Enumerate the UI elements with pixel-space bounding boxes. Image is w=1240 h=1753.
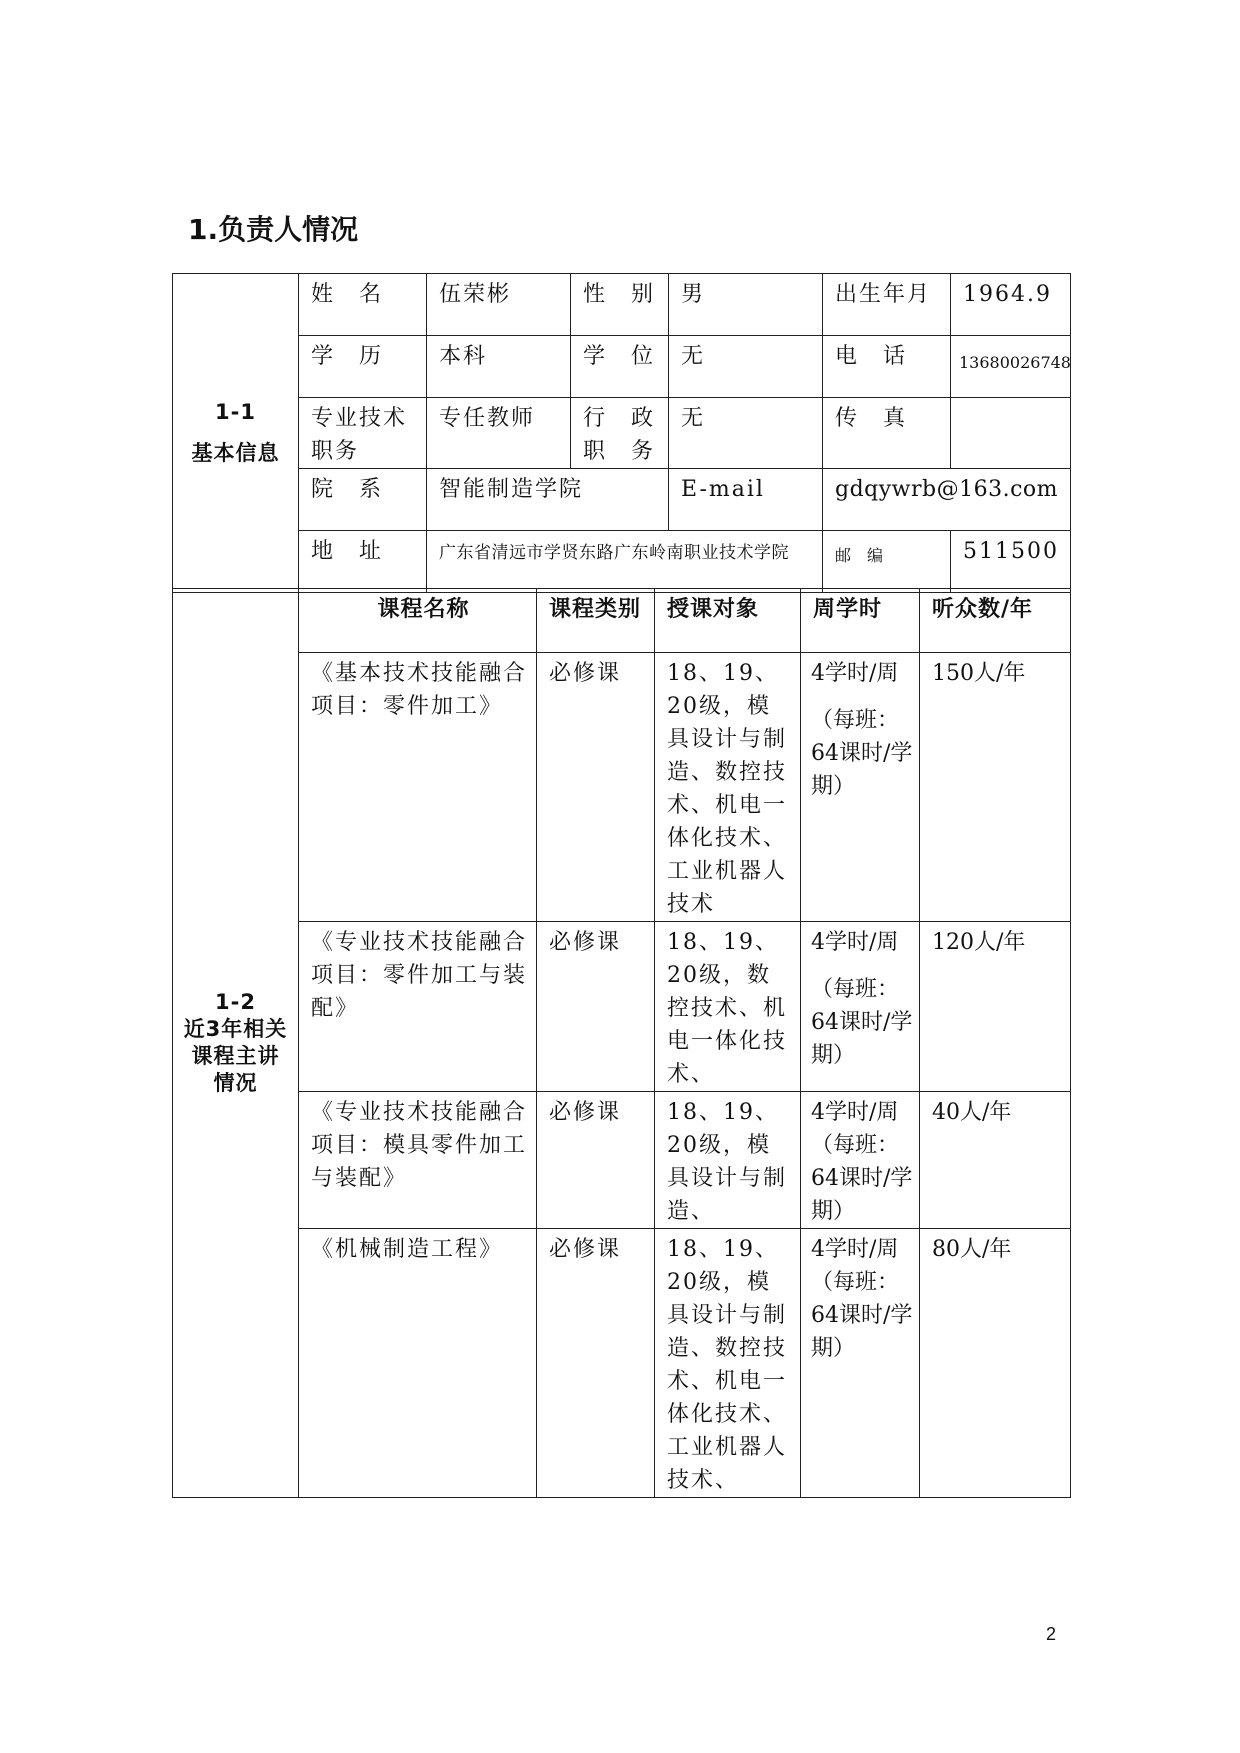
- fax-label: 传 真: [823, 398, 951, 469]
- basic-info-table: [172, 273, 1071, 593]
- course-type: 必修课: [537, 1229, 655, 1498]
- course-type: 必修课: [537, 922, 655, 1092]
- address-value: 广东省清远市学贤东路广东岭南职业技术学院: [427, 531, 823, 593]
- dept-label: 院 系: [299, 469, 427, 531]
- basic-section-label: 基本信息: [191, 441, 280, 465]
- course-type: 必修课: [537, 1092, 655, 1229]
- course-name: 《专业技术技能融合项目：模具零件加工与装配》: [299, 1092, 537, 1229]
- email-label: E-mail: [669, 469, 823, 531]
- degree-value: 无: [669, 336, 823, 398]
- name-value: 伍荣彬: [427, 274, 571, 336]
- postcode-value: 511500: [951, 531, 1071, 593]
- header-listeners: 听众数/年: [920, 589, 1071, 653]
- page-number: 2: [1046, 1624, 1057, 1644]
- education-value: 本科: [427, 336, 571, 398]
- phone-label: 电 话: [823, 336, 951, 398]
- course-hours-per-class: （每班：64课时/学期）: [811, 1270, 913, 1361]
- course-listeners: 150人/年: [920, 653, 1071, 922]
- address-label: 地 址: [299, 531, 427, 593]
- course-listeners: 80人/年: [920, 1229, 1071, 1498]
- email-value: gdqywrb@163.com: [823, 469, 1071, 531]
- basic-section-number: 1-1: [215, 400, 256, 424]
- degree-label: 学 位: [571, 336, 669, 398]
- course-hours-per-week: 4学时/周: [811, 930, 899, 955]
- title-value: 专任教师: [427, 398, 571, 469]
- course-audience: 18、19、20级，模具设计与制造、数控技术、机电一体化技术、工业机器人技术: [655, 653, 801, 922]
- courses-section-label: 近3年相关课程主讲情况: [183, 1017, 288, 1095]
- course-type: 必修课: [537, 653, 655, 922]
- course-hours-per-week: 4学时/周: [811, 1237, 899, 1262]
- course-hours: [801, 1092, 920, 1229]
- course-listeners: 120人/年: [920, 922, 1071, 1092]
- course-audience: 18、19、20级，模具设计与制造、数控技术、机电一体化技术、工业机器人技术、: [655, 1229, 801, 1498]
- birth-value: 1964.9: [951, 274, 1071, 336]
- phone-value: 13680026748: [951, 336, 1071, 398]
- course-name: 《基本技术技能融合项目：零件加工》: [299, 653, 537, 922]
- dept-value: 智能制造学院: [427, 469, 669, 531]
- admin-value: 无: [669, 398, 823, 469]
- title-label: 专业技术职务: [299, 398, 427, 469]
- course-audience: 18、19、20级，数控技术、机电一体化技术、: [655, 922, 801, 1092]
- name-label: 姓 名: [299, 274, 427, 336]
- course-hours: [801, 653, 920, 922]
- course-hours: [801, 1229, 920, 1498]
- course-hours-per-class: （每班：64课时/学期）: [811, 708, 913, 799]
- education-label: 学 历: [299, 336, 427, 398]
- course-listeners: 40人/年: [920, 1092, 1071, 1229]
- admin-label: 行 政职 务: [571, 398, 669, 469]
- section-title: 1.负责人情况: [188, 213, 359, 246]
- course-hours: [801, 922, 920, 1092]
- gender-label: 性 别: [571, 274, 669, 336]
- course-hours-per-week: 4学时/周: [811, 661, 899, 686]
- courses-section-number: 1-2: [215, 990, 256, 1014]
- postcode-label: 邮 编: [823, 531, 951, 593]
- gender-value: 男: [669, 274, 823, 336]
- header-weekly-hours: 周学时: [801, 589, 920, 653]
- course-hours-per-class: （每班：64课时/学期）: [811, 977, 913, 1068]
- courses-table: [172, 588, 1071, 1498]
- courses-section-header: [173, 589, 299, 1498]
- course-audience: 18、19、20级，模具设计与制造、: [655, 1092, 801, 1229]
- basic-section-header: [173, 274, 299, 593]
- birth-label: 出生年月: [823, 274, 951, 336]
- course-name: 《机械制造工程》: [299, 1229, 537, 1498]
- course-hours-per-class: （每班：64课时/学期）: [811, 1133, 913, 1224]
- fax-value: [951, 398, 1071, 469]
- course-name: 《专业技术技能融合项目：零件加工与装配》: [299, 922, 537, 1092]
- header-audience: 授课对象: [655, 589, 801, 653]
- header-course-name: 课程名称: [299, 589, 537, 653]
- course-hours-per-week: 4学时/周: [811, 1100, 899, 1125]
- header-course-type: 课程类别: [537, 589, 655, 653]
